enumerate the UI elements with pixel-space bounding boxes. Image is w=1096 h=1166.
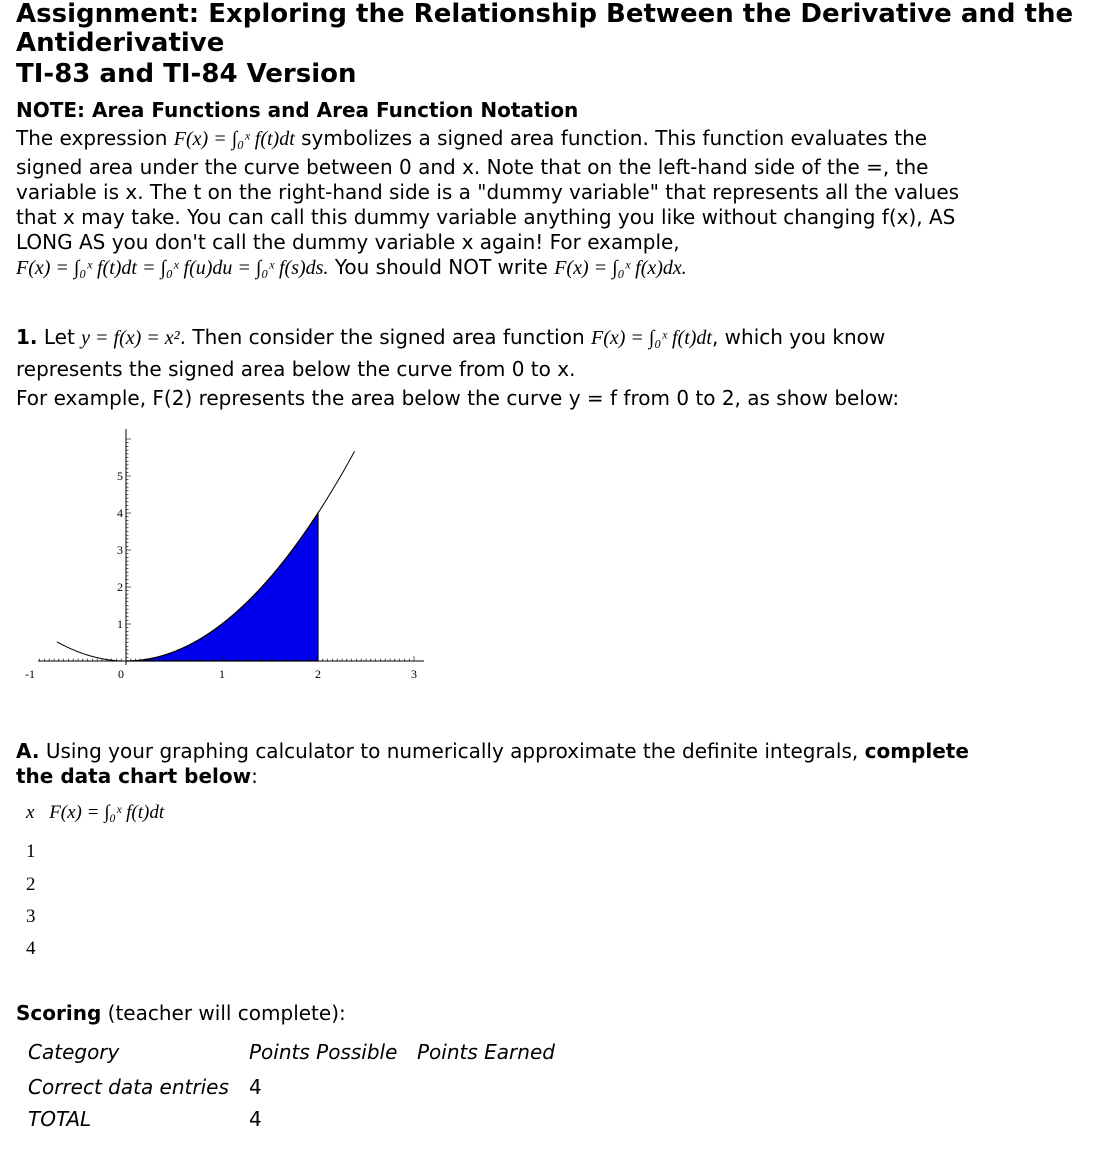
problem-1-line-3: For example, F(2) represents the area below the curve y = f from 0 to 2, as show below: — [16, 386, 900, 410]
x-tick-label: 2 — [315, 667, 321, 681]
note-heading: NOTE: Area Functions and Area Function Notation — [16, 98, 579, 122]
note-line-5: LONG AS you don't call the dummy variable x again! For example, — [16, 230, 680, 254]
x-tick-label: -1 — [25, 667, 35, 681]
col-header-x: x — [26, 802, 35, 823]
note-line-2: signed area under the curve between 0 and x. Note that on the left-hand side of the =, the — [16, 155, 929, 179]
y-tick-label: 5 — [117, 469, 123, 483]
title-line-2: Antiderivative — [16, 28, 225, 58]
x-tick-label: 3 — [411, 667, 417, 681]
note-line-3: variable is x. The t on the right-hand side is a "dummy variable" that represents all the values — [16, 180, 960, 204]
wrong-expression: F(x) = ∫₀ˣ f(x)dx. — [554, 257, 687, 279]
score-header-possible: Points Possible — [249, 1040, 398, 1064]
note-paragraph — [16, 126, 1086, 281]
note-line-1: The expression F(x) = ∫₀ˣ f(t)dt symbolizes a signed area function. This function evaluates the — [16, 126, 928, 150]
table-row: 1 — [26, 841, 36, 862]
col-header-F: F(x) = ∫₀ˣ f(t)dt — [49, 802, 165, 823]
x-tick-labels — [25, 667, 417, 681]
part-a — [16, 739, 1086, 789]
score-category: TOTAL — [28, 1107, 92, 1131]
y-tick-label: 1 — [117, 617, 123, 631]
title-block — [16, 0, 1073, 89]
score-header-earned: Points Earned — [417, 1040, 555, 1064]
area-graph — [20, 425, 440, 690]
note-line-6: F(x) = ∫₀ˣ f(t)dt = ∫₀ˣ f(u)du = ∫₀ˣ f(s)ds. You should NOT write F(x) = ∫₀ˣ f(x)dx. — [16, 255, 687, 279]
scoring-heading: Scoring (teacher will complete): — [16, 1001, 346, 1025]
function-definition: y = f(x) = x² — [81, 327, 180, 349]
score-possible: 4 — [249, 1107, 262, 1131]
x-tick-label: 1 — [219, 667, 225, 681]
shaded-area-region — [126, 513, 318, 661]
title-line-1: Assignment: Exploring the Relationship Between the Derivative and the — [16, 0, 1074, 29]
area-function: F(x) = ∫₀ˣ f(t)dt — [590, 327, 712, 349]
x-tick-label: 0 — [118, 667, 124, 681]
data-chart-header — [26, 802, 164, 824]
part-a-line-2: the data chart below: — [16, 764, 258, 788]
problem-1-line-2: represents the signed area below the curve from 0 to x. — [16, 357, 576, 381]
area-function-expression: F(x) = ∫₀ˣ f(t)dt — [173, 128, 295, 150]
title-line-3: TI-83 and TI-84 Version — [16, 59, 357, 89]
part-a-line-1: A. Using your graphing calculator to numerically approximate the definite integrals, complete — [16, 739, 969, 763]
score-possible: 4 — [249, 1075, 262, 1099]
problem-1-line-1: 1. Let y = f(x) = x². Then consider the signed area function F(x) = ∫₀ˣ f(t)dt, which you know — [16, 325, 886, 349]
score-category: Correct data entries — [28, 1075, 229, 1099]
table-row: 4 — [26, 938, 36, 959]
y-tick-label: 2 — [117, 580, 123, 594]
note-line-4: that x may take. You can call this dummy variable anything you like without changing f(x), AS — [16, 205, 956, 229]
table-row: 2 — [26, 874, 36, 895]
y-tick-labels — [117, 469, 123, 631]
y-tick-label: 4 — [117, 506, 123, 520]
example-chain: F(x) = ∫₀ˣ f(t)dt = ∫₀ˣ f(u)du = ∫₀ˣ f(s)ds. — [16, 257, 329, 279]
problem-1 — [16, 325, 1086, 411]
y-tick-label: 3 — [117, 543, 123, 557]
table-row: 3 — [26, 906, 36, 927]
score-header-category: Category — [28, 1040, 120, 1064]
